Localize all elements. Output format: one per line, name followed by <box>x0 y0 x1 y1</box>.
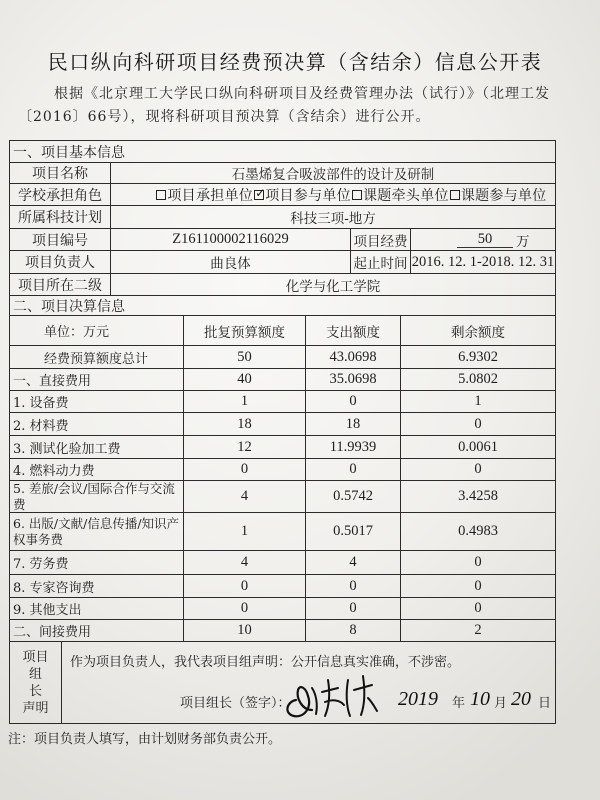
date-day-unit: 日 <box>538 696 552 711</box>
date-day: 20 <box>511 688 531 710</box>
approved-budget: 18 <box>184 413 306 435</box>
project-name-value: 石墨烯复合吸波部件的设计及研制 <box>231 167 435 183</box>
approved-budget: 10 <box>184 620 306 641</box>
declaration-label-line: 组 <box>28 666 42 682</box>
unit-header: 单位：万元 <box>10 316 184 345</box>
expenditure: 35.0698 <box>306 369 401 390</box>
expenditure: 0.5017 <box>306 513 401 550</box>
project-funding-amount: 50 <box>457 232 513 248</box>
declaration-label-line: 声明 <box>22 700 49 716</box>
expert-consulting-cost-row <box>10 575 555 598</box>
row-label: 6. 出版/文献/信息传播/知识产权事务费 <box>13 515 180 547</box>
row-label-cell <box>10 513 184 550</box>
expenditure: 0 <box>306 459 401 480</box>
approved-budget: 0 <box>184 459 306 480</box>
approved-budget: 1 <box>184 391 306 412</box>
section-title-basic-info: 一、项目基本信息 <box>13 144 125 161</box>
disclosure-table <box>9 140 556 724</box>
remaining: 0.4983 <box>458 523 498 539</box>
remaining: 6.9302 <box>458 348 498 365</box>
date-month-unit: 月 <box>494 696 508 711</box>
footnote: 注：项目负责人填写，由计划财务部负责公开。 <box>8 732 282 747</box>
project-number-label: 项目编号 <box>10 229 111 250</box>
materials-cost-row <box>10 413 555 436</box>
fuel-power-cost-row <box>10 459 555 481</box>
checkbox-icon <box>254 190 264 200</box>
role-option-label: 项目承担单位 <box>167 187 254 204</box>
row-label: 2. 材料费 <box>10 413 184 435</box>
intro-line-2: 〔2016〕66号），现将科研项目预决算（含结余）进行公开。 <box>18 109 431 125</box>
expenditure: 18 <box>306 413 401 435</box>
department-value: 化学与化工学院 <box>285 278 381 295</box>
remaining: 0.0061 <box>458 438 498 455</box>
expenditure: 8 <box>306 620 401 641</box>
project-name-row <box>10 163 555 184</box>
date-year: 2019 <box>398 688 438 710</box>
row-label: 9. 其他支出 <box>10 598 184 619</box>
project-funding-unit: 万 <box>516 233 530 250</box>
department-label: 项目所在二级 <box>10 274 111 295</box>
declaration-label-line: 项目 <box>22 649 49 665</box>
intro-line-1: 根据《北京理工大学民口纵向科研项目及经费管理办法（试行）》（北理工发 <box>54 86 550 102</box>
section-title-final-accounts: 二、项目决算信息 <box>13 298 125 315</box>
program-value: 科技三项-地方 <box>290 211 376 227</box>
row-label: 一、直接费用 <box>10 369 184 390</box>
equipment-cost-row <box>10 391 555 413</box>
section-basic-info-row <box>10 141 555 163</box>
expenditure: 0 <box>306 598 401 619</box>
role-option-label: 课题参与单位 <box>460 187 547 204</box>
row-label: 5. 差旅/会议/国际合作与交流费 <box>13 481 175 512</box>
travel-conference-cost-row <box>10 481 555 513</box>
project-funding-label: 项目经费 <box>351 229 411 250</box>
declaration-statement: 作为项目负责人，我代表项目组声明：公开信息真实准确，不涉密。 <box>70 655 461 670</box>
program-label: 所属科技计划 <box>10 206 111 228</box>
table-header-row <box>10 316 555 346</box>
role-option-label: 项目参与单位 <box>265 187 351 204</box>
remaining: 0 <box>474 600 482 616</box>
expenditure: 0.5742 <box>306 481 401 512</box>
signature <box>282 670 382 720</box>
expenditure: 43.0698 <box>306 346 401 368</box>
program-row <box>10 206 555 229</box>
department-row <box>10 274 555 296</box>
expenditure: 0 <box>306 391 401 412</box>
school-role-row <box>10 184 555 206</box>
declaration-row <box>10 642 555 723</box>
row-label-cell <box>10 481 184 512</box>
approved-budget: 0 <box>184 575 306 597</box>
remaining: 0 <box>474 415 482 432</box>
approved-budget: 4 <box>184 551 306 574</box>
budget-total-row <box>10 346 555 369</box>
remaining: 3.4258 <box>458 488 498 504</box>
direct-cost-row <box>10 369 555 391</box>
row-label: 4. 燃料动力费 <box>10 459 184 480</box>
remaining: 1 <box>474 393 482 409</box>
section-final-accounts-row <box>10 296 555 316</box>
testing-cost-row <box>10 436 555 459</box>
remaining-header: 剩余额度 <box>451 324 505 341</box>
approved-budget-header: 批复预算额度 <box>184 316 306 345</box>
declaration-label <box>10 642 62 723</box>
school-role-label: 学校承担角色 <box>10 184 111 205</box>
checkbox-icon <box>450 190 460 200</box>
checkbox-icon <box>352 190 362 200</box>
remaining: 5.0802 <box>458 371 498 387</box>
period-label: 起止时间 <box>351 251 411 273</box>
date-month: 10 <box>470 688 490 710</box>
approved-budget: 40 <box>184 369 306 390</box>
approved-budget: 50 <box>184 346 306 368</box>
remaining: 0 <box>474 577 482 594</box>
page-title: 民口纵向科研项目经费预决算（含结余）信息公开表 <box>47 50 543 74</box>
remaining: 0 <box>474 461 482 477</box>
checkbox-icon <box>156 190 166 200</box>
project-leader-label: 项目负责人 <box>10 251 111 273</box>
other-expenses-row <box>10 598 555 620</box>
row-label: 经费预算额度总计 <box>10 346 184 368</box>
approved-budget: 1 <box>184 513 306 550</box>
row-label: 8. 专家咨询费 <box>10 575 184 597</box>
approved-budget: 12 <box>184 436 306 458</box>
project-funding-cell <box>411 229 555 250</box>
project-leader-row <box>10 251 555 274</box>
role-option-label: 课题牵头单位 <box>363 187 449 204</box>
period-value: 2016. 12. 1-2018. 12. 31 <box>411 253 555 270</box>
expenditure-header: 支出额度 <box>306 316 401 345</box>
remaining: 0 <box>474 554 482 570</box>
project-number-value: Z161100002116029 <box>111 229 351 250</box>
project-number-row <box>10 229 555 251</box>
date-year-unit: 年 <box>452 696 466 711</box>
row-label: 1. 设备费 <box>10 391 184 412</box>
signature-label: 项目组长（签字）： <box>180 696 291 711</box>
project-name-label: 项目名称 <box>10 163 111 183</box>
declaration-body <box>62 642 555 723</box>
expenditure: 0 <box>306 575 401 597</box>
expenditure: 11.9939 <box>306 436 401 458</box>
remaining: 2 <box>474 622 482 638</box>
project-leader-value: 曲良体 <box>111 251 351 273</box>
approved-budget: 4 <box>184 481 306 512</box>
row-label: 二、间接费用 <box>10 620 184 641</box>
row-label: 7. 劳务费 <box>10 551 184 574</box>
publication-ip-cost-row <box>10 513 555 551</box>
indirect-cost-row <box>10 620 555 642</box>
declaration-label-line: 长 <box>28 683 42 699</box>
approved-budget: 0 <box>184 598 306 619</box>
school-role-options <box>111 184 555 205</box>
row-label: 3. 测试化验加工费 <box>10 436 184 458</box>
labor-cost-row <box>10 551 555 575</box>
expenditure: 4 <box>306 551 401 574</box>
